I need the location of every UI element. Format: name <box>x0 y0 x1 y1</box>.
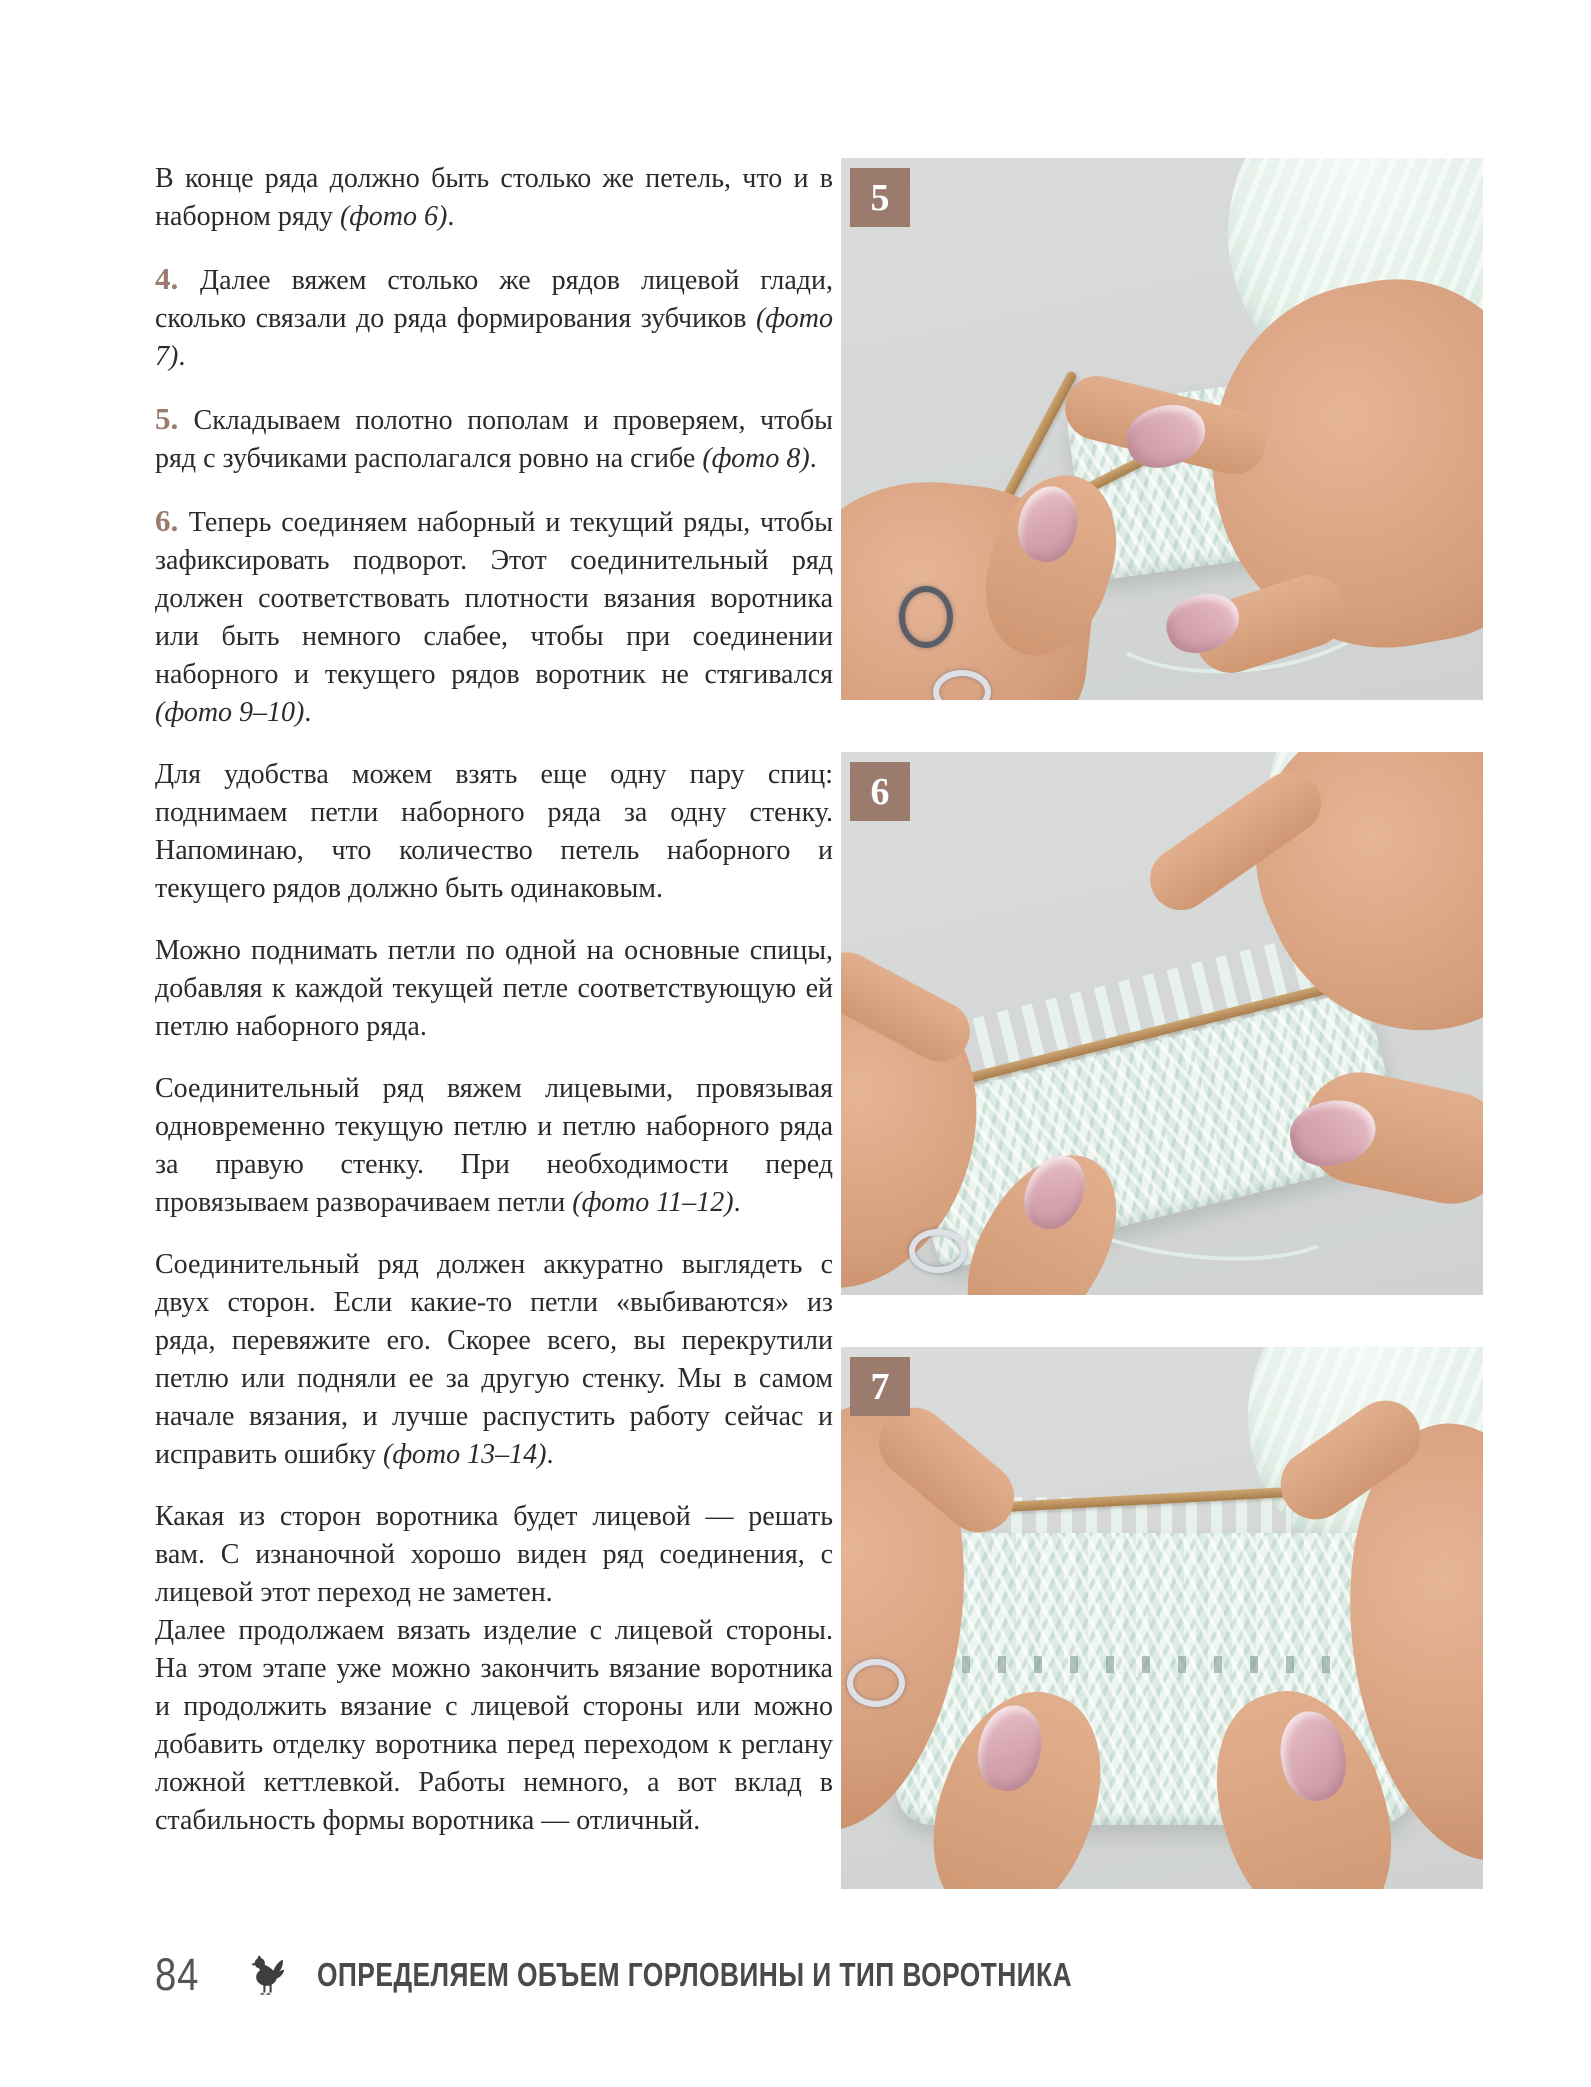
numbered-paragraph: 6. Теперь соединяем наборный и текущий ряды, чтобы зафиксировать подворот. Этот соединительный ряд должен соответствовать плотности вязания воротника или быть немного слабее, чтобы при соединении наборного и текущего рядов воротник не стягивался (фото 9–10). <box>155 503 834 728</box>
page-footer <box>155 1948 1261 2000</box>
footer-section-title: ОПРЕДЕЛЯЕМ ОБЪЕМ ГОРЛОВИНЫ И ТИП ВОРОТНИКА <box>317 1955 1073 1993</box>
photo-number: 7 <box>870 1365 890 1408</box>
paragraph: Соединительный ряд вяжем лицевыми, провязывая одновременно текущую петлю и петлю наборного ряда за правую стенку. При необходимости перед провязываем разворачиваем петли (фото 11–12). <box>155 1073 833 1218</box>
photo-6 <box>841 752 1483 1295</box>
ring-icon <box>847 1659 905 1707</box>
paragraph: Далее продолжаем вязать изделие с лицевой стороны. На этом этапе уже можно закончить вязание воротника и продолжить вязание с лицевой стороны или можно добавить отделку воротника перед переходом к реглану ложной кеттлевкой. Работы немного, а вот вклад в стабильность формы воротника — отличный. <box>155 1615 833 1836</box>
step-number: 5. <box>155 401 194 436</box>
ring-icon <box>899 586 953 648</box>
photo-number-badge <box>850 1357 910 1416</box>
ring-icon <box>909 1229 967 1273</box>
paragraph: Для удобства можем взять еще одну пару спиц: поднимаем петли наборного ряда за одну стенку. Напоминаю, что количество петель наборного и текущего рядов должно быть одинаковым. <box>155 759 833 904</box>
numbered-paragraph: 5. Складываем полотно пополам и проверяем, чтобы ряд с зубчиками располагался ровно на сгибе (фото 8). <box>155 401 833 474</box>
photo-number: 6 <box>870 770 890 813</box>
step-number: 4. <box>155 261 200 296</box>
photo-number-badge <box>850 168 910 227</box>
step-number: 6. <box>155 503 189 538</box>
paragraph: Какая из сторон воротника будет лицевой — решать вам. С изнаночной хорошо виден ряд соединения, с лицевой этот переход не заметен. <box>155 1501 833 1608</box>
photo-5 <box>841 158 1483 700</box>
numbered-paragraph: 4. Далее вяжем столько же рядов лицевой глади, сколько связали до ряда формирования зубчиков (фото 7). <box>155 261 833 372</box>
paragraph: Можно поднимать петли по одной на основные спицы, добавляя к каждой текущей петле соответствующую ей петлю наборного ряда. <box>155 935 833 1042</box>
photo-number: 5 <box>870 176 890 219</box>
paragraph: В конце ряда должно быть столько же петель, что и в наборном ряду (фото 6). <box>155 163 833 232</box>
paragraph: Соединительный ряд должен аккуратно выглядеть с двух сторон. Если какие-то петли «выбиваются» из ряда, перевяжите его. Скорее всего, вы перекрутили петлю или подняли ее за другую стенку. Мы в самом начале вязания, и лучше распустить работу сейчас и исправить ошибку (фото 13–14). <box>155 1249 833 1470</box>
photo-7 <box>841 1347 1483 1889</box>
page-number: 84 <box>155 1948 200 2000</box>
rooster-icon <box>251 1953 284 1995</box>
article <box>155 160 833 1840</box>
photo-number-badge <box>850 762 910 821</box>
